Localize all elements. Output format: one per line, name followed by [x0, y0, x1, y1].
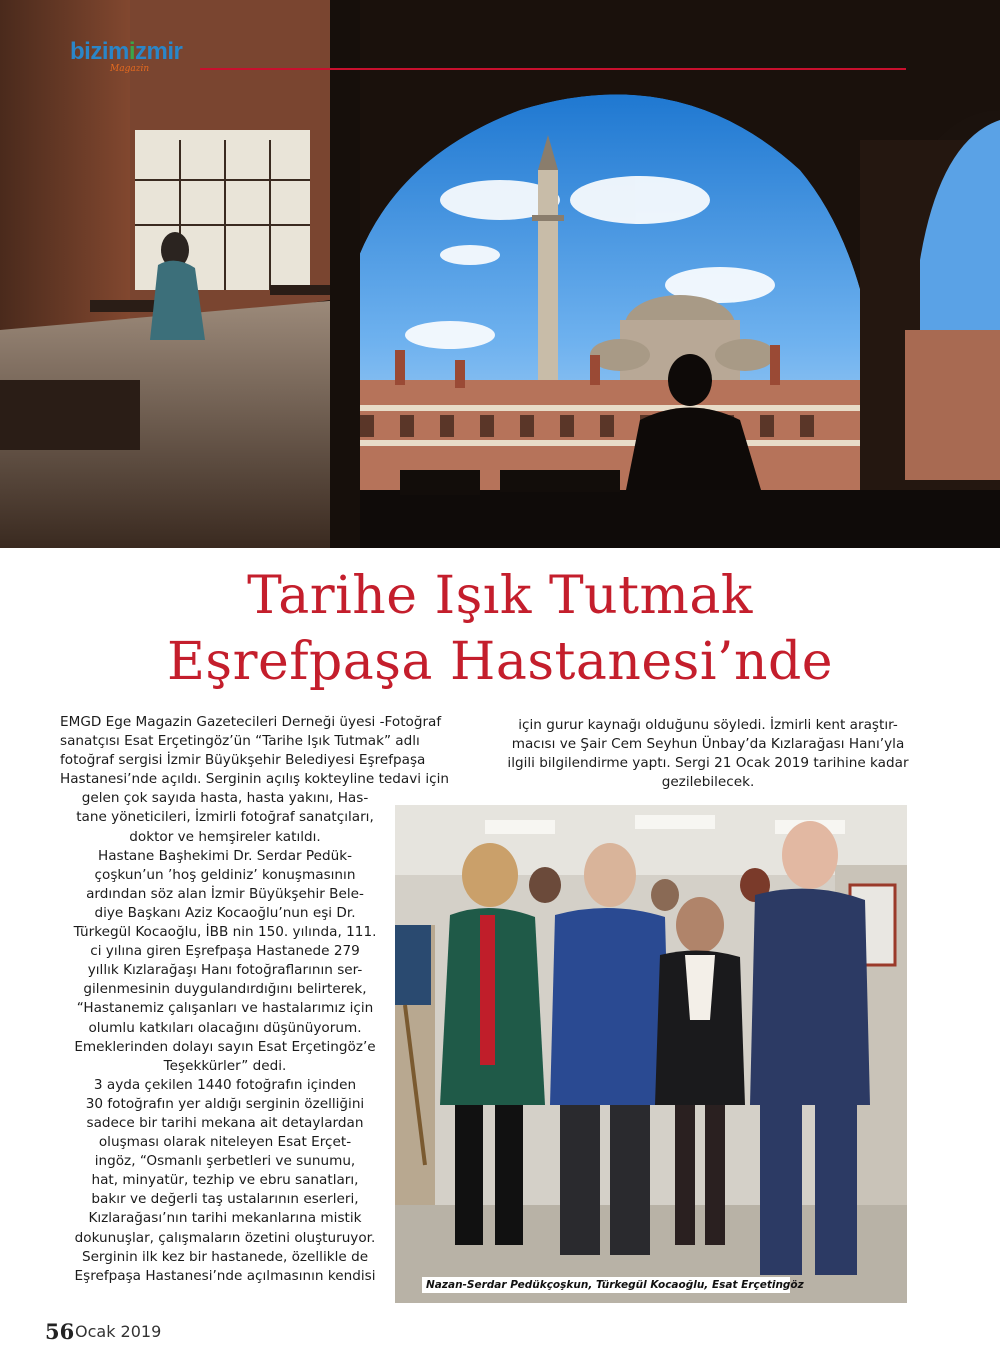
- header-rule: [200, 68, 906, 70]
- article-left-column: [60, 713, 450, 1286]
- text-line: sanatçısı Esat Erçetingöz’ün “Tarihe Işık Tutmak” adlı: [60, 733, 420, 750]
- text-line: hat, minyatür, tezhip ve ebru sanatları,: [91, 1172, 359, 1189]
- text-line: oluşması olarak niteleyen Esat Erçet-: [98, 1134, 352, 1151]
- text-line: Kızlarağası’nın tarihi mekanlarına mistik: [88, 1210, 362, 1227]
- text-line: ilgili bilgilendirme yaptı. Sergi 21 Ocak 2019 tarihine kadar: [507, 755, 909, 772]
- text-line: fotoğraf sergisi İzmir Büyükşehir Belediyesi Eşrefpaşa: [60, 752, 426, 769]
- headline-line-1: Tarihe Işık Tutmak: [247, 566, 753, 626]
- text-line: EMGD Ege Magazin Gazetecileri Derneği üyesi -Fotoğraf: [60, 714, 442, 730]
- text-line: Eşrefpaşa Hastanesi’nde açılmasının kendisi: [74, 1267, 376, 1284]
- text-line: gezilebilecek.: [661, 774, 755, 791]
- text-line: gelen çok sayıda hasta, hasta yakını, Has-: [81, 790, 369, 807]
- palm-icon: i: [128, 38, 136, 65]
- text-line: dokunuşlar, çalışmaların özetini oluşturuyor.: [74, 1229, 376, 1246]
- hero-illustration: [0, 0, 1000, 548]
- text-line: çoşkun’un ’hoş geldiniz’ konuşmasının: [94, 866, 356, 883]
- text-line: sadece bir tarihi mekana ait detaylardan: [86, 1114, 364, 1131]
- text-line: 3 ayda çekilen 1440 fotoğrafın içinden: [93, 1076, 357, 1093]
- text-line: tane yöneticileri, İzmirli fotoğraf sanatçıları,: [76, 809, 374, 826]
- text-line: ci yılına giren Eşrefpaşa Hastanede 279: [90, 943, 360, 960]
- text-line: diye Başkanı Aziz Kocaoğlu’nun eşi Dr.: [94, 904, 356, 921]
- text-line: ingöz, “Osmanlı şerbetleri ve sunumu,: [94, 1153, 356, 1170]
- group-photo-illustration: [395, 805, 907, 1303]
- issue-date: Ocak 2019: [75, 1322, 162, 1341]
- text-line: Teşekkürler” dedi.: [163, 1057, 287, 1074]
- text-line: Serginin ilk kez bir hastanede, özellikle de: [81, 1248, 369, 1265]
- photo-caption: Nazan-Serdar Pedükçoşkun, Türkegül Kocaoğlu, Esat Erçetingöz: [422, 1277, 790, 1293]
- text-line: gilenmesinin duygulandırdığını belirterek,: [83, 981, 367, 998]
- magazine-logo-subtitle: Magazin: [110, 64, 150, 74]
- group-photo: [395, 805, 907, 1303]
- text-line: doktor ve hemşireler katıldı.: [129, 828, 321, 845]
- text-line: “Hastanemiz çalışanları ve hastalarımız için: [76, 1000, 374, 1017]
- text-line: Türkegül Kocaoğlu, İBB nin 150. yılında, 111.: [73, 924, 377, 941]
- text-line: için gurur kaynağı olduğunu söyledi. İzmirli kent araştır-: [518, 717, 898, 733]
- text-line: yıllık Kızlarağaşı Hanı fotoğraflarının ser-: [87, 962, 363, 979]
- page-number: 56: [45, 1319, 75, 1344]
- text-line: macısı ve Şair Cem Seyhun Ünbay’da Kızlarağası Hanı’yla: [511, 736, 905, 753]
- text-line: Emeklerinden dolayı sayın Esat Erçetingöz’e: [74, 1038, 376, 1055]
- text-line: olumlu katkıları olacağını düşünüyorum.: [88, 1019, 362, 1036]
- text-line: Hastane Başhekimi Dr. Serdar Pedük-: [97, 847, 353, 864]
- text-line: 30 fotoğrafın yer aldığı serginin özelliğini: [85, 1095, 365, 1112]
- article-right-column: [488, 716, 928, 792]
- text-line: ardından söz alan İzmir Büyükşehir Bele-: [86, 885, 364, 902]
- headline-line-2: Eşrefpaşa Hastanesi’nde: [166, 632, 834, 692]
- article-headline: [0, 563, 1000, 695]
- magazine-logo: bizimizmir: [70, 38, 183, 65]
- hero-photo: [0, 0, 1000, 548]
- text-line: Hastanesi’nde açıldı. Serginin açılış kokteyline tedavi için: [60, 771, 450, 788]
- text-line: bakır ve değerli taş ustalarının eserleri,: [91, 1191, 359, 1208]
